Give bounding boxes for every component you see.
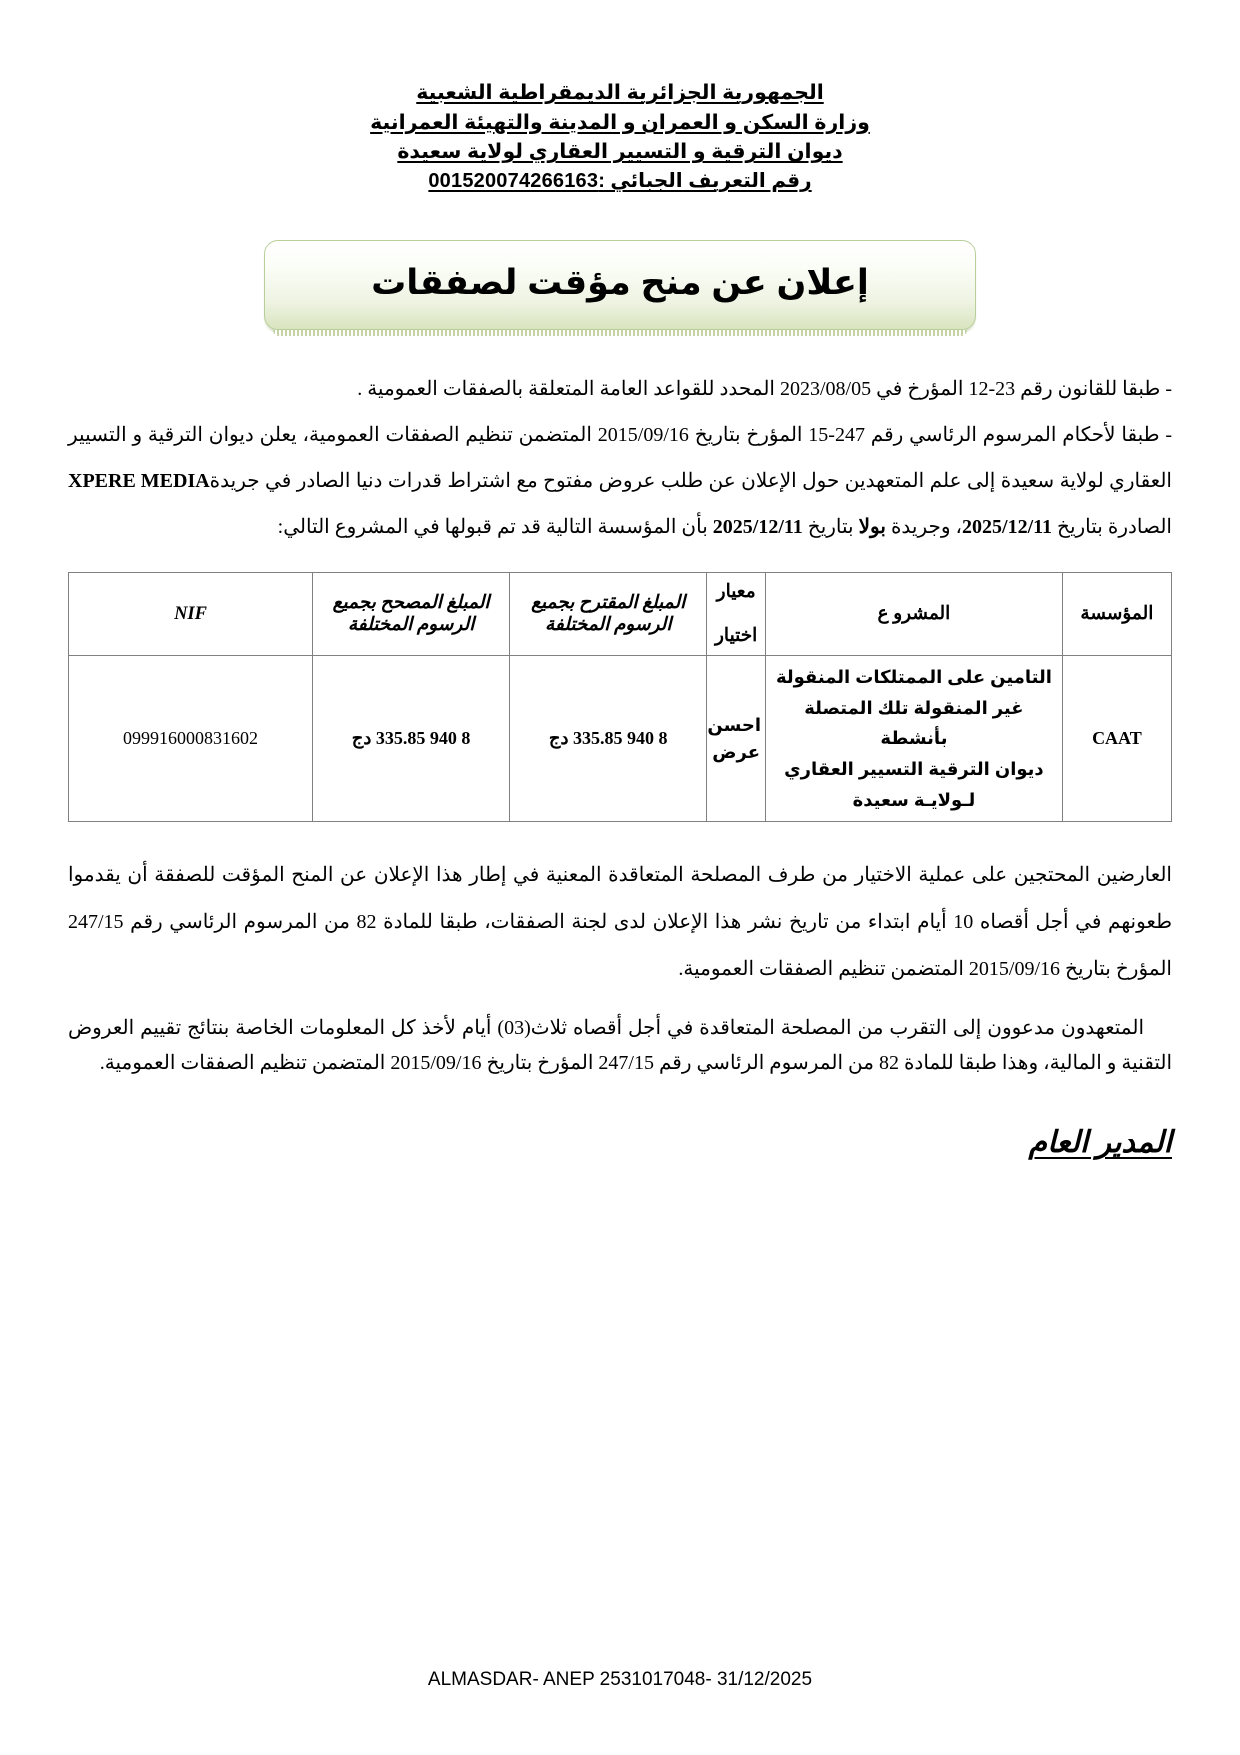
information-paragraph: المتعهدون مدعوون إلى التقرب من المصلحة المتعاقدة في أجل أقصاه ثلاث(03) أيام لأخذ كل المعلومات الخاصة بنتائج تقييم العروض التقنية و المالية، وهذا طبقا للمادة 82 من المرسوم الرئاسي رقم 247/15 المؤرخ بتاريخ 2015/09/16 المتضمن تنظيم الصفقات العمومية. xyxy=(68,1017,1172,1075)
results-table-wrap xyxy=(68,572,1172,822)
intro-paragraph-decree xyxy=(68,412,1172,550)
signature-block xyxy=(68,1125,1172,1160)
nif-label: رقم التعريف الجبائي : xyxy=(598,170,812,193)
cell-criterion xyxy=(707,656,766,822)
newspaper-xpere-media: XPERE MEDIA xyxy=(68,470,210,493)
publication-date-2: 2025/12/11 xyxy=(712,516,803,539)
page-title: إعلان عن منح مؤقت لصفقات xyxy=(371,263,869,303)
column-header-project: المشرو ع xyxy=(766,573,1063,656)
cell-criterion-line1: احسن xyxy=(707,714,762,735)
cell-project-line1: التامين على الممتلكات المنقولة xyxy=(775,667,1052,688)
letterhead-line-ministry xyxy=(68,108,1172,138)
column-header-criterion-line2: اختيار xyxy=(715,626,758,647)
table-row xyxy=(69,656,1172,822)
intro-decree-part-a: - طبقا لأحكام المرسوم الرئاسي رقم 247-15 المؤرخ بتاريخ 2015/09/16 المتضمن تنظيم الصفقات العمومية، يعلن ديوان الترقية و التسيير العقاري لولاية سعيدة إلى علم المتعهدين حول الإعلان عن طلب عروض مفتوح مع اشتراط قدرات دنيا الصادر في جريدة xyxy=(68,424,1172,493)
cell-nif: 099916000831602 xyxy=(69,656,313,822)
intro-paragraph-law: - طبقا للقانون رقم 23-12 المؤرخ في 2023/08/05 المحدد للقواعد العامة المتعلقة بالصفقات العمومية . xyxy=(357,378,1172,401)
publication-date-1: 2025/12/11 xyxy=(962,516,1053,539)
column-header-criterion-line1: معيار xyxy=(716,582,756,603)
footer-reference: ALMASDAR- ANEP 2531017048- 31/12/2025 xyxy=(427,1669,813,1690)
table-header-row xyxy=(69,573,1172,656)
column-header-criterion xyxy=(707,573,766,656)
cell-corrected-amount: 8 940 335.85 دج xyxy=(313,656,510,822)
letterhead xyxy=(68,0,1172,196)
table-header xyxy=(69,573,1172,656)
cell-project-line3: ديوان الترقية التسيير العقاري xyxy=(784,758,1044,779)
column-header-nif: NIF xyxy=(69,573,313,656)
signature-title: المدير العام xyxy=(1028,1126,1172,1160)
cell-project-line2: غير المنقولة تلك المتصلة بأنشطة xyxy=(804,697,1024,749)
intro-decree-part-b: الصادرة بتاريخ xyxy=(1057,516,1172,539)
cell-project xyxy=(766,656,1063,822)
cell-criterion-line2: عرض xyxy=(712,741,761,762)
newspaper-boula: بولا xyxy=(858,516,886,539)
letterhead-line-republic xyxy=(68,78,1172,108)
column-header-entity: المؤسسة xyxy=(1062,573,1171,656)
letterhead-line-office xyxy=(68,137,1172,167)
column-header-corrected-amount: المبلغ المصحح بجميع الرسوم المختلفة xyxy=(313,573,510,656)
nif-value: 001520074266163 xyxy=(428,170,599,193)
title-banner-wrap xyxy=(68,240,1172,330)
intro-section xyxy=(68,366,1172,550)
cell-proposed-amount: 8 940 335.85 دج xyxy=(510,656,707,822)
cell-project-line4: لـولايـة سعيدة xyxy=(852,789,976,810)
appeal-section xyxy=(68,852,1172,1081)
grant-results-table xyxy=(68,572,1172,822)
intro-decree-part-e: بأن المؤسسة التالية قد تم قبولها في المشروع التالي: xyxy=(277,516,708,539)
table-body xyxy=(69,656,1172,822)
intro-decree-part-c: ، وجريدة xyxy=(890,516,963,539)
title-banner xyxy=(264,240,976,330)
cell-entity: CAAT xyxy=(1062,656,1171,822)
letterhead-line-republic-text: الجمهورية الجزائرية الديمقراطية الشعبية xyxy=(416,81,824,104)
letterhead-line-office-text: ديوان الترقية و التسيير العقاري لولاية سعيدة xyxy=(397,140,843,164)
letterhead-line-ministry-text: وزارة السكن و العمران و المدينة والتهيئة العمرانية xyxy=(370,110,870,134)
appeal-paragraph: العارضين المحتجين على عملية الاختيار من طرف المصلحة المتعاقدة المعنية في إطار هذا الإعلان عن المنح المؤقت للصفقة أن يقدموا طعونهم في أجل أقصاه 10 أيام ابتداء من تاريخ نشر هذا الإعلان لدى لجنة الصفقات، طبقا للمادة 82 من المرسوم الرئاسي رقم 247/15 المؤرخ بتاريخ 2015/09/16 المتضمن تنظيم الصفقات العمومية. xyxy=(68,864,1173,981)
column-header-proposed-amount: المبلغ المقترح بجميع الرسوم المختلفة xyxy=(510,573,707,656)
letterhead-line-nif xyxy=(68,167,1172,196)
intro-decree-part-d: بتاريخ xyxy=(807,516,854,539)
